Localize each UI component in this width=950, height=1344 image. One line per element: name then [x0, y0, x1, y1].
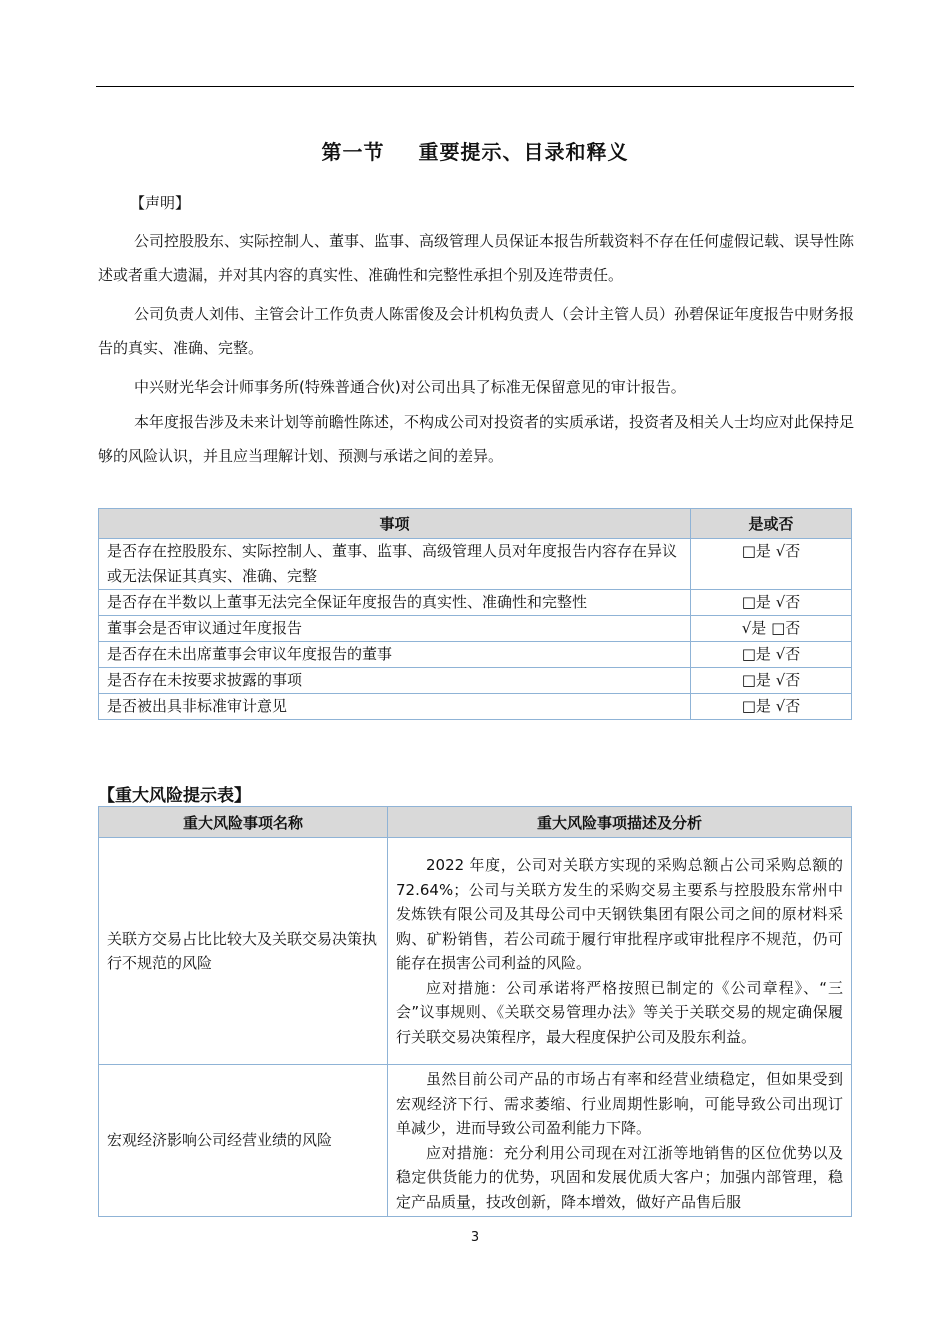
item-cell: 是否存在未出席董事会审议年度报告的董事 — [99, 642, 691, 668]
column-header-answer: 是或否 — [691, 509, 852, 539]
section-title — [0, 136, 950, 165]
declaration-heading: 【声明】 — [130, 194, 191, 212]
answer-cell: □是 √否 — [691, 590, 852, 616]
risk-measure-paragraph: 应对措施：公司承诺将严格按照已制定的《公司章程》、“三会”议事规则、《关联交易管理办法》等关于关联交易的规定确保履行关联交易决策程序，最大程度保护公司及股东利益。 — [396, 978, 843, 1046]
table-row — [99, 539, 852, 590]
section-number: 第一节 — [321, 140, 385, 164]
section-heading: 重要提示、目录和释义 — [418, 140, 629, 164]
answer-cell: □是 √否 — [691, 539, 852, 590]
answer-cell: □是 √否 — [691, 642, 852, 668]
header-rule — [96, 86, 854, 87]
table-header-row — [99, 807, 852, 838]
declaration-paragraph-1: 公司控股股东、实际控制人、董事、监事、高级管理人员保证本报告所载资料不存在任何虚假记载、误导性陈述或者重大遗漏，并对其内容的真实性、准确性和完整性承担个别及连带责任。 — [98, 232, 855, 284]
risk-table — [98, 806, 852, 1217]
item-cell: 是否存在控股股东、实际控制人、董事、监事、高级管理人员对年度报告内容存在异议或无法保证其真实、准确、完整 — [99, 539, 691, 590]
declaration-paragraph-2: 公司负责人刘伟、主管会计工作负责人陈雷俊及会计机构负责人（会计主管人员）孙碧保证年度报告中财务报告的真实、准确、完整。 — [98, 305, 855, 357]
item-cell: 是否被出具非标准审计意见 — [99, 694, 691, 720]
declaration-paragraph-3: 中兴财光华会计师事务所(特殊普通合伙)对公司出具了标准无保留意见的审计报告。 — [134, 378, 686, 396]
risk-name-cell: 宏观经济影响公司经营业绩的风险 — [99, 1065, 388, 1217]
table-header-row — [99, 509, 852, 539]
risk-desc-paragraph: 虽然目前公司产品的市场占有率和经营业绩稳定，但如果受到宏观经济下行、需求萎缩、行业周期性影响，可能导致公司出现订单减少，进而导致公司盈利能力下降。 — [396, 1070, 843, 1137]
column-header-risk-name: 重大风险事项名称 — [99, 807, 388, 838]
item-cell: 董事会是否审议通过年度报告 — [99, 616, 691, 642]
risk-desc-paragraph: 2022 年度，公司对关联方实现的采购总额占公司采购总额的 72.64%；公司与关联方发生的采购交易主要系与控股股东常州中发炼铁有限公司及其母公司中天钢铁集团有限公司之间的原材料采购、矿粉销售，若公司疏于履行审批程序或审批程序不规范，仍可能存在损害公司利益的风险。 — [396, 856, 843, 972]
item-cell: 是否存在半数以上董事无法完全保证年度报告的真实性、准确性和完整性 — [99, 590, 691, 616]
risk-desc-cell — [388, 838, 852, 1065]
confirmation-table — [98, 508, 852, 720]
risk-measure-paragraph: 应对措施：充分利用公司现在对江浙等地销售的区位优势以及稳定供货能力的优势，巩固和发展优质大客户；加强内部管理，稳定产品质量，技改创新，降本增效，做好产品售后服 — [396, 1143, 843, 1211]
table-row — [99, 1065, 852, 1217]
table-row — [99, 642, 852, 668]
item-cell: 是否存在未按要求披露的事项 — [99, 668, 691, 694]
table-row — [99, 668, 852, 694]
risk-name-cell: 关联方交易占比比较大及关联交易决策执行不规范的风险 — [99, 838, 388, 1065]
answer-cell: □是 √否 — [691, 694, 852, 720]
answer-cell: √是 □否 — [691, 616, 852, 642]
table-row — [99, 616, 852, 642]
column-header-item: 事项 — [99, 509, 691, 539]
column-header-risk-desc: 重大风险事项描述及分析 — [388, 807, 852, 838]
answer-cell: □是 √否 — [691, 668, 852, 694]
declaration-paragraph-4: 本年度报告涉及未来计划等前瞻性陈述，不构成公司对投资者的实质承诺，投资者及相关人士均应对此保持足够的风险认识，并且应当理解计划、预测与承诺之间的差异。 — [98, 413, 855, 465]
risk-desc-cell — [388, 1065, 852, 1217]
page-number: 3 — [470, 1230, 480, 1245]
table-row — [99, 590, 852, 616]
table-row — [99, 694, 852, 720]
table-row — [99, 838, 852, 1065]
risk-table-title: 【重大风险提示表】 — [98, 786, 251, 806]
